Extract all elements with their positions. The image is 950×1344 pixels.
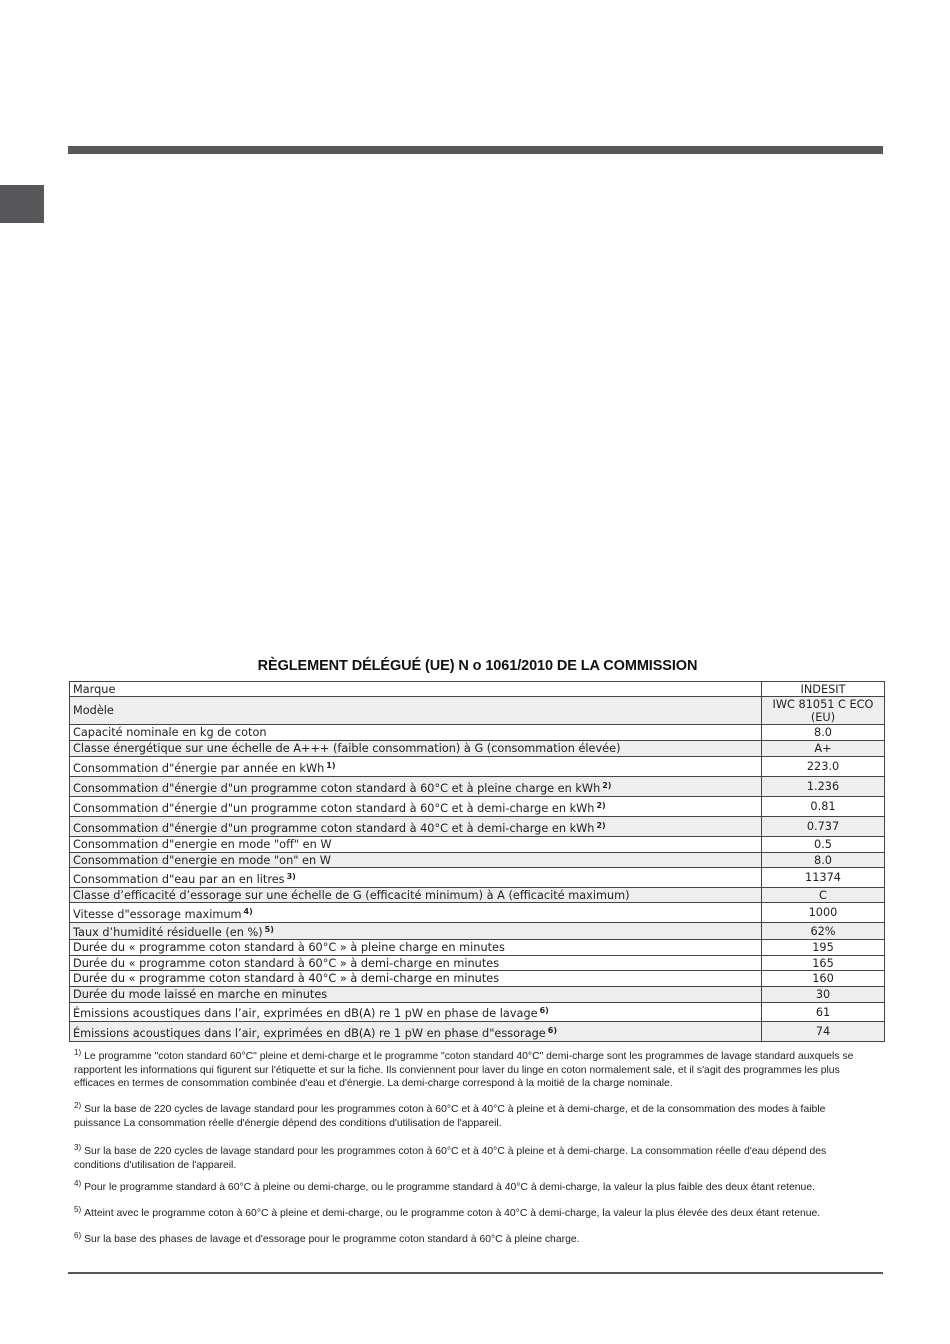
spec-value: C [762,888,885,903]
spec-label: Taux d’humidité résiduelle (en %) [73,926,263,939]
specification-table [69,681,885,1042]
spec-label-cell [70,797,762,817]
footnote [74,1203,874,1221]
footnote-number: 1) [74,1048,82,1057]
table-row [70,797,885,817]
table-row [70,777,885,797]
footnote [74,1229,874,1247]
spec-label: Durée du « programme coton standard à 60°C » à pleine charge en minutes [73,941,505,954]
spec-value: INDESIT [762,682,885,697]
footnote-text: Atteint avec le programme coton à 60°C à pleine et demi-charge, ou le programme coton à 40°C à demi-charge, la valeur la plus élevée des deux étant retenue. [84,1208,821,1219]
spec-value: 30 [762,987,885,1003]
footnote [74,1177,874,1195]
spec-label-cell [70,741,762,757]
spec-label: Vitesse d"essorage maximum [73,907,242,921]
spec-label-cell [70,956,762,971]
footer-rule [68,1272,883,1274]
spec-value: 0.737 [762,817,885,837]
spec-label: Durée du « programme coton standard à 40°C » à demi-charge en minutes [73,972,500,985]
spec-label: Consommation d"énergie d"un programme coton standard à 60°C et à demi-charge en kWh [73,801,595,815]
table-row [70,1022,885,1042]
table-row [70,987,885,1003]
table-row [70,940,885,956]
footnote-ref: 2) [596,800,606,810]
footnote-text: Le programme "coton standard 60°C" pleine et demi-charge et le programme "coton standard 40°C" demi-charge sont les programmes de lavage standard auxquels se rapportent les informations qui figurent sur l'étiquette et sur la fiche. Ils conviennent pour laver du linge en coton normalement sale, et il s'agit des programmes les plus efficaces en termes de consommation combinée d'eau et d'énergie. La demi-charge correspond à la moitié de la charge nominale. [74,1051,854,1090]
footnote-ref: 2) [596,820,606,830]
section-tab [0,185,44,223]
spec-value: A+ [762,741,885,757]
table-row [70,956,885,971]
spec-value: 11374 [762,868,885,888]
spec-value: 0.81 [762,797,885,817]
footnote-text: Pour le programme standard à 60°C à pleine ou demi-charge, ou le programme standard à 40°C à demi-charge, la valeur la plus faible des deux étant retenue. [84,1182,816,1193]
spec-label-cell [70,1022,762,1042]
footnote-ref: 6) [539,1006,549,1015]
footnote-ref: 5) [264,925,274,934]
footnote-number: 4) [74,1179,82,1188]
table-row [70,725,885,741]
spec-label-cell [70,1003,762,1022]
footnote [74,1046,874,1091]
table-row [70,837,885,853]
table-row [70,888,885,903]
footnote-text: Sur la base de 220 cycles de lavage standard pour les programmes coton à 60°C et à 40°C à pleine et à demi-charge. La consommation réelle d'eau dépend des conditions d'utilisation de l'appareil. [74,1146,827,1171]
spec-label-cell [70,777,762,797]
spec-label-cell [70,971,762,987]
footnote-ref: 3) [286,871,296,881]
regulation-title: RÈGLEMENT DÉLÉGUÉ (UE) N o 1061/2010 DE LA COMMISSION [257,658,698,674]
spec-value: 0.5 [762,837,885,853]
spec-label: Classe énergétique sur une échelle de A+++ (faible consommation) à G (consommation élevée) [73,742,621,755]
table-row [70,682,885,697]
spec-label-cell [70,817,762,837]
spec-value: IWC 81051 C ECO (EU) [762,697,885,725]
spec-label-cell [70,682,762,697]
table-row [70,757,885,777]
table-row [70,697,885,725]
spec-label: Consommation d"énergie d"un programme coton standard à 40°C et à demi-charge en kWh [73,821,595,835]
footnote-ref: 2) [602,780,612,790]
spec-label: Émissions acoustiques dans l’air, exprimées en dB(A) re 1 pW en phase d"essorage [73,1026,546,1040]
table-row [70,853,885,868]
table-row [70,903,885,923]
spec-label: Durée du « programme coton standard à 60°C » à demi-charge en minutes [73,956,500,970]
spec-value: 8.0 [762,725,885,741]
spec-value: 1000 [762,903,885,923]
table-row [70,741,885,757]
spec-label-cell [70,888,762,903]
spec-label: Consommation d"energie en mode "on" en W [73,853,331,867]
spec-value: 223.0 [762,757,885,777]
footnote-number: 2) [74,1101,82,1110]
spec-label-cell [70,697,762,725]
spec-value: 1.236 [762,777,885,797]
spec-value: 62% [762,923,885,940]
spec-label: Consommation d"énergie par année en kWh [73,761,325,775]
spec-value: 165 [762,956,885,971]
spec-label: Consommation d"eau par an en litres [73,872,285,886]
header-rule [68,146,883,154]
spec-label-cell [70,923,762,940]
spec-label: Émissions acoustiques dans l’air, exprimées en dB(A) re 1 pW en phase de lavage [73,1007,538,1020]
spec-label: Consommation d"énergie d"un programme coton standard à 60°C et à pleine charge en kWh [73,781,601,795]
footnote-ref: 1) [326,760,336,770]
spec-label-cell [70,987,762,1003]
table-row [70,1003,885,1022]
spec-label-cell [70,757,762,777]
table-row [70,971,885,987]
spec-label: Durée du mode laissé en marche en minutes [73,988,328,1001]
footnote-ref: 4) [243,906,253,916]
footnote [74,1099,874,1130]
spec-label-cell [70,940,762,956]
spec-value: 8.0 [762,853,885,868]
spec-label: Capacité nominale en kg de coton [73,726,267,739]
spec-label: Marque [73,682,116,696]
footnote-number: 6) [74,1231,82,1240]
spec-value: 61 [762,1003,885,1022]
spec-value: 160 [762,971,885,987]
spec-label: Classe d’efficacité d’essorage sur une échelle de G (efficacité minimum) à A (efficacité maximum) [73,888,630,902]
footnote-number: 3) [74,1143,82,1152]
footnote-number: 5) [74,1205,82,1214]
spec-label-cell [70,853,762,868]
spec-label-cell [70,725,762,741]
spec-value: 74 [762,1022,885,1042]
footnote-text: Sur la base de 220 cycles de lavage standard pour les programmes coton à 60°C et à 40°C à pleine et à demi-charge, et de la consommation des modes à faible puissance La consommation réelle d'énergie dépend des conditions d'utilisation de l'appareil. [74,1104,826,1129]
footnote-ref: 6) [547,1025,557,1035]
spec-value: 195 [762,940,885,956]
footnote-text: Sur la base des phases de lavage et d'essorage pour le programme coton standard à 60°C à pleine charge. [84,1234,580,1245]
table-row [70,868,885,888]
footnote [74,1141,874,1172]
spec-label-cell [70,903,762,923]
spec-label-cell [70,837,762,853]
table-row [70,817,885,837]
table-row [70,923,885,940]
spec-label-cell [70,868,762,888]
spec-label: Modèle [73,704,114,717]
spec-label: Consommation d"energie en mode "off" en W [73,838,332,851]
